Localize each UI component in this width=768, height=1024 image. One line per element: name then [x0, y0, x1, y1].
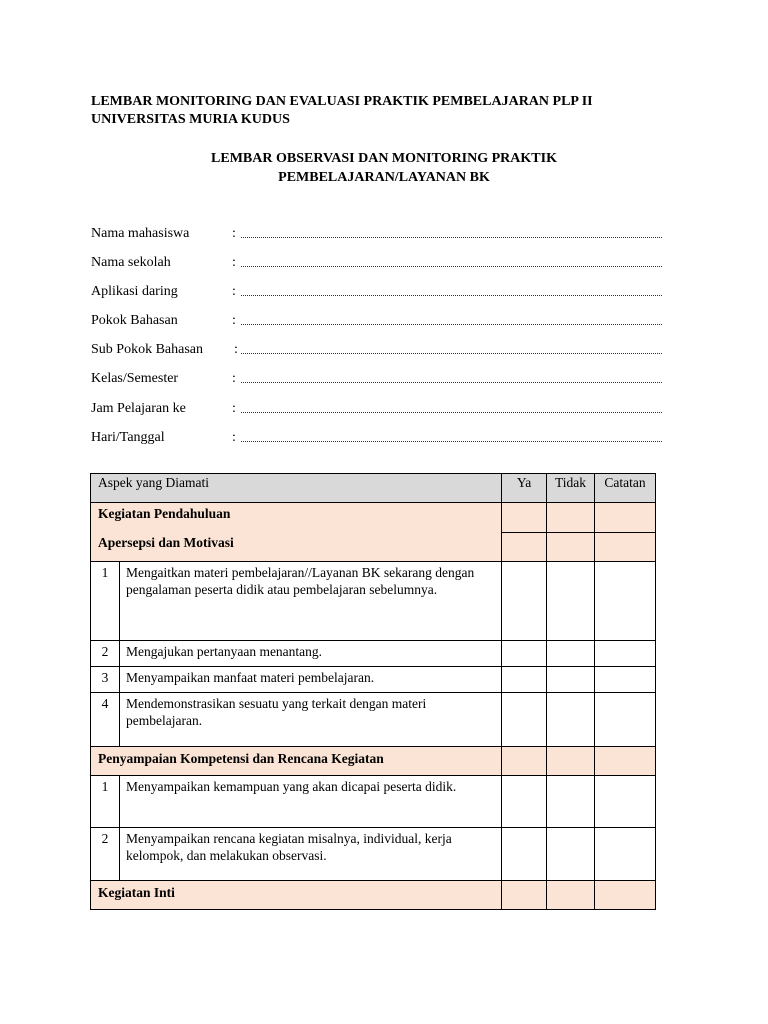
document-subtitle — [0, 149, 768, 187]
catatan-cell[interactable] — [595, 747, 656, 776]
table-row — [91, 562, 656, 641]
field-label: Sub Pokok Bahasan — [91, 342, 203, 357]
header-ya: Ya — [502, 474, 547, 503]
title-line-1: LEMBAR MONITORING DAN EVALUASI PRAKTIK PEMBELAJARAN PLP II — [91, 94, 593, 109]
tidak-cell[interactable] — [547, 503, 595, 562]
table-row — [91, 667, 656, 693]
field-fill-line[interactable] — [241, 441, 662, 442]
ya-cell[interactable] — [502, 747, 547, 776]
field-label: Aplikasi daring — [91, 284, 178, 299]
row-text: Mengajukan pertanyaan menantang. — [120, 641, 502, 667]
row-text: Menyampaikan manfaat materi pembelajaran. — [120, 667, 502, 693]
field-colon: : — [232, 313, 236, 328]
catatan-cell[interactable] — [595, 776, 656, 828]
observation-table — [90, 473, 656, 910]
catatan-cell[interactable] — [595, 667, 656, 693]
field-label: Jam Pelajaran ke — [91, 401, 186, 416]
tidak-cell[interactable] — [547, 881, 595, 910]
header-aspek: Aspek yang Diamati — [91, 474, 502, 503]
table-row — [91, 828, 656, 881]
field-aplikasi-daring[interactable] — [91, 282, 666, 302]
row-number: 4 — [91, 693, 120, 747]
row-number: 2 — [91, 641, 120, 667]
section-subtitle: Apersepsi dan Motivasi — [98, 535, 234, 550]
field-fill-line[interactable] — [241, 237, 662, 238]
field-colon: : — [232, 430, 236, 445]
tidak-cell[interactable] — [547, 562, 595, 641]
header-catatan: Catatan — [595, 474, 656, 503]
ya-cell[interactable] — [502, 693, 547, 747]
catatan-cell[interactable] — [595, 503, 656, 562]
field-colon: : — [234, 342, 238, 357]
ya-cell[interactable] — [502, 881, 547, 910]
catatan-cell[interactable] — [595, 562, 656, 641]
field-label: Nama sekolah — [91, 255, 171, 270]
field-fill-line[interactable] — [241, 412, 662, 413]
field-fill-line[interactable] — [241, 324, 662, 325]
field-colon: : — [232, 255, 236, 270]
section-row-pendahuluan — [91, 503, 656, 562]
field-hari-tanggal[interactable] — [91, 428, 666, 448]
ya-cell[interactable] — [502, 562, 547, 641]
header-tidak: Tidak — [547, 474, 595, 503]
section-title: Kegiatan Inti — [91, 881, 502, 910]
field-sub-pokok-bahasan[interactable] — [91, 340, 666, 360]
field-colon: : — [232, 371, 236, 386]
title-line-2: UNIVERSITAS MURIA KUDUS — [91, 112, 290, 127]
ya-cell[interactable] — [502, 641, 547, 667]
field-fill-line[interactable] — [241, 353, 662, 354]
row-number: 1 — [91, 776, 120, 828]
section-label — [91, 503, 502, 562]
tidak-cell[interactable] — [547, 828, 595, 881]
field-nama-sekolah[interactable] — [91, 253, 666, 273]
subtitle-line-2: PEMBELAJARAN/LAYANAN BK — [278, 170, 490, 185]
ya-cell[interactable] — [502, 828, 547, 881]
tidak-cell[interactable] — [547, 693, 595, 747]
row-text: Menyampaikan kemampuan yang akan dicapai peserta didik. — [120, 776, 502, 828]
catatan-cell[interactable] — [595, 828, 656, 881]
field-kelas-semester[interactable] — [91, 369, 666, 389]
tidak-cell[interactable] — [547, 776, 595, 828]
ya-cell[interactable] — [502, 503, 547, 562]
field-label: Kelas/Semester — [91, 371, 179, 386]
field-jam-pelajaran[interactable] — [91, 399, 666, 419]
field-nama-mahasiswa[interactable] — [91, 224, 666, 244]
section-title: Kegiatan Pendahuluan — [98, 506, 231, 521]
table-row — [91, 641, 656, 667]
row-text: Mendemonstrasikan sesuatu yang terkait dengan materi pembelajaran. — [120, 693, 502, 747]
catatan-cell[interactable] — [595, 693, 656, 747]
table-row — [91, 693, 656, 747]
ya-cell[interactable] — [502, 667, 547, 693]
field-colon: : — [232, 226, 236, 241]
field-label: Pokok Bahasan — [91, 313, 178, 328]
catatan-cell[interactable] — [595, 881, 656, 910]
catatan-cell[interactable] — [595, 641, 656, 667]
tidak-cell[interactable] — [547, 747, 595, 776]
field-label: Nama mahasiswa — [91, 226, 190, 241]
field-colon: : — [232, 401, 236, 416]
row-text: Mengaitkan materi pembelajaran//Layanan BK sekarang dengan pengalaman peserta didik atau pembelajaran sebelumnya. — [120, 562, 502, 641]
tidak-cell[interactable] — [547, 641, 595, 667]
field-fill-line[interactable] — [241, 382, 662, 383]
row-number: 3 — [91, 667, 120, 693]
document-title — [91, 93, 711, 129]
section-row-inti — [91, 881, 656, 910]
field-fill-line[interactable] — [241, 266, 662, 267]
table-header-row — [91, 474, 656, 503]
ya-cell[interactable] — [502, 776, 547, 828]
field-colon: : — [232, 284, 236, 299]
row-number: 2 — [91, 828, 120, 881]
tidak-cell[interactable] — [547, 667, 595, 693]
field-label: Hari/Tanggal — [91, 430, 165, 445]
field-pokok-bahasan[interactable] — [91, 311, 666, 331]
field-fill-line[interactable] — [241, 295, 662, 296]
section-row-kompetensi — [91, 747, 656, 776]
section-title: Penyampaian Kompetensi dan Rencana Kegiatan — [91, 747, 502, 776]
row-text: Menyampaikan rencana kegiatan misalnya, individual, kerja kelompok, dan melakukan observasi. — [120, 828, 502, 881]
subtitle-line-1: LEMBAR OBSERVASI DAN MONITORING PRAKTIK — [211, 151, 557, 166]
table-row — [91, 776, 656, 828]
row-number: 1 — [91, 562, 120, 641]
